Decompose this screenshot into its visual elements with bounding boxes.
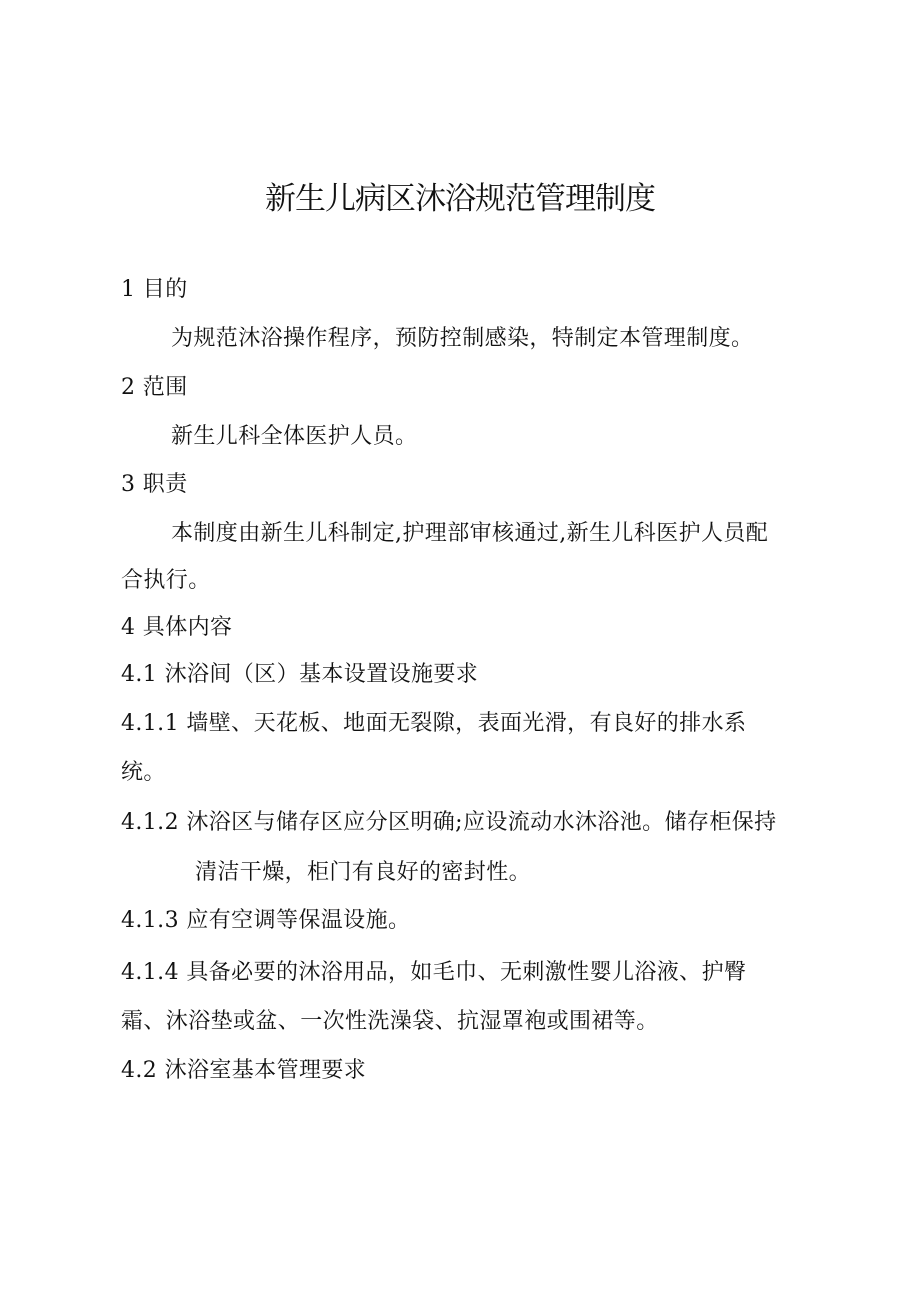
- item-4-1-4-line-2: 霜、沐浴垫或盆、一次性洗澡袋、抗湿罩袍或围裙等。: [121, 1009, 659, 1034]
- item-4-1-2-line-1: 4.1.2 沐浴区与储存区应分区明确;应设流动水沐浴池。储存柜保持: [121, 810, 777, 835]
- section-heading-content: 4 具体内容: [121, 615, 233, 640]
- item-4-1-4-line-1: 4.1.4 具备必要的沐浴用品，如毛巾、无刺激性婴儿浴液、护臀: [121, 960, 747, 985]
- section-heading-responsibility: 3 职责: [121, 472, 188, 497]
- scope-paragraph: 新生儿科全体医护人员。: [171, 424, 418, 449]
- document-title: 新生儿病区沐浴规范管理制度: [265, 181, 655, 217]
- subsection-heading-4-1: 4.1 沐浴间（区）基本设置设施要求: [121, 662, 479, 687]
- responsibility-paragraph-line-1: 本制度由新生儿科制定,护理部审核通过,新生儿科医护人员配: [171, 521, 769, 546]
- responsibility-paragraph-line-2: 合执行。: [121, 568, 211, 593]
- item-4-1-1-line-1: 4.1.1 墙壁、天花板、地面无裂隙，表面光滑，有良好的排水系: [121, 711, 747, 736]
- purpose-paragraph: 为规范沐浴操作程序，预防控制感染，特制定本管理制度。: [171, 326, 754, 351]
- subsection-heading-4-2: 4.2 沐浴室基本管理要求: [121, 1058, 367, 1083]
- section-heading-purpose: 1 目的: [121, 277, 188, 302]
- section-heading-scope: 2 范围: [121, 375, 188, 400]
- item-4-1-2-line-2: 清洁干燥，柜门有良好的密封性。: [195, 860, 532, 885]
- item-4-1-3: 4.1.3 应有空调等保温设施。: [121, 908, 411, 933]
- item-4-1-1-line-2: 统。: [121, 760, 166, 785]
